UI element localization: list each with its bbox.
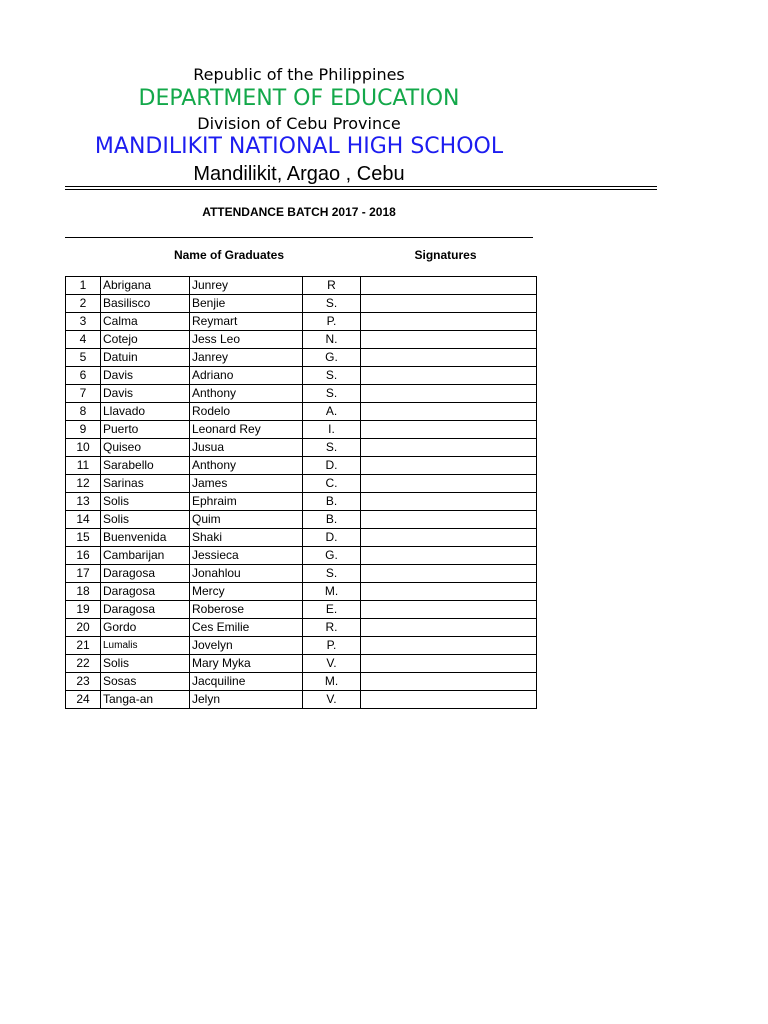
- department-heading: DEPARTMENT OF EDUCATION: [138, 86, 460, 111]
- row-number: 18: [66, 583, 101, 601]
- signature-cell: [361, 601, 537, 619]
- first-name-cell: Janrey: [190, 349, 303, 367]
- last-name-cell: Solis: [101, 511, 190, 529]
- table-row: [66, 547, 537, 565]
- school-name: MANDILIKIT NATIONAL HIGH SCHOOL: [94, 134, 504, 159]
- first-name-cell: Jovelyn: [190, 637, 303, 655]
- republic-heading: Republic of the Philippines: [193, 65, 405, 84]
- signature-cell: [361, 475, 537, 493]
- last-name-cell: Puerto: [101, 421, 190, 439]
- first-name-cell: Quim: [190, 511, 303, 529]
- first-name-cell: Jacquiline: [190, 673, 303, 691]
- table-row: [66, 313, 537, 331]
- middle-initial-cell: E.: [303, 601, 361, 619]
- last-name-cell: Tanga-an: [101, 691, 190, 709]
- last-name-cell: Daragosa: [101, 565, 190, 583]
- middle-initial-cell: G.: [303, 547, 361, 565]
- signature-cell: [361, 529, 537, 547]
- first-name-cell: Jusua: [190, 439, 303, 457]
- table-row: [66, 457, 537, 475]
- signature-cell: [361, 403, 537, 421]
- row-number: 2: [66, 295, 101, 313]
- middle-initial-cell: S.: [303, 295, 361, 313]
- last-name-cell: Sosas: [101, 673, 190, 691]
- last-name-cell: Gordo: [101, 619, 190, 637]
- table-row: [66, 529, 537, 547]
- row-number: 10: [66, 439, 101, 457]
- first-name-cell: Mary Myka: [190, 655, 303, 673]
- column-header-name: Name of Graduates: [173, 248, 285, 262]
- signature-cell: [361, 637, 537, 655]
- table-row: [66, 601, 537, 619]
- row-number: 11: [66, 457, 101, 475]
- middle-initial-cell: P.: [303, 313, 361, 331]
- table-row: [66, 493, 537, 511]
- signature-cell: [361, 295, 537, 313]
- signature-cell: [361, 439, 537, 457]
- first-name-cell: Jonahlou: [190, 565, 303, 583]
- table-row: [66, 619, 537, 637]
- table-row: [66, 295, 537, 313]
- middle-initial-cell: R.: [303, 619, 361, 637]
- table-row: [66, 385, 537, 403]
- middle-initial-cell: C.: [303, 475, 361, 493]
- signature-cell: [361, 583, 537, 601]
- signature-cell: [361, 421, 537, 439]
- row-number: 9: [66, 421, 101, 439]
- first-name-cell: Benjie: [190, 295, 303, 313]
- table-row: [66, 673, 537, 691]
- last-name-cell: Solis: [101, 493, 190, 511]
- last-name-cell: Buenvenida: [101, 529, 190, 547]
- header-divider-bottom: [65, 189, 657, 190]
- signature-cell: [361, 619, 537, 637]
- last-name-cell: Sarinas: [101, 475, 190, 493]
- last-name-cell: Basilisco: [101, 295, 190, 313]
- table-row: [66, 655, 537, 673]
- first-name-cell: Leonard Rey: [190, 421, 303, 439]
- middle-initial-cell: D.: [303, 529, 361, 547]
- middle-initial-cell: A.: [303, 403, 361, 421]
- first-name-cell: Jess Leo: [190, 331, 303, 349]
- table-row: [66, 367, 537, 385]
- row-number: 14: [66, 511, 101, 529]
- table-row: [66, 583, 537, 601]
- middle-initial-cell: V.: [303, 691, 361, 709]
- last-name-cell: Datuin: [101, 349, 190, 367]
- signature-cell: [361, 691, 537, 709]
- middle-initial-cell: P.: [303, 637, 361, 655]
- middle-initial-cell: G.: [303, 349, 361, 367]
- column-header-signatures: Signatures: [414, 248, 477, 262]
- signature-cell: [361, 457, 537, 475]
- row-number: 7: [66, 385, 101, 403]
- table-row: [66, 691, 537, 709]
- middle-initial-cell: S.: [303, 565, 361, 583]
- middle-initial-cell: S.: [303, 439, 361, 457]
- last-name-cell: Cotejo: [101, 331, 190, 349]
- first-name-cell: Rodelo: [190, 403, 303, 421]
- division-heading: Division of Cebu Province: [197, 114, 401, 133]
- last-name-cell: Sarabello: [101, 457, 190, 475]
- first-name-cell: Shaki: [190, 529, 303, 547]
- last-name-cell: Davis: [101, 385, 190, 403]
- last-name-cell: Daragosa: [101, 601, 190, 619]
- middle-initial-cell: N.: [303, 331, 361, 349]
- table-row: [66, 277, 537, 295]
- middle-initial-cell: S.: [303, 385, 361, 403]
- first-name-cell: Ces Emilie: [190, 619, 303, 637]
- first-name-cell: Jessieca: [190, 547, 303, 565]
- row-number: 24: [66, 691, 101, 709]
- row-number: 17: [66, 565, 101, 583]
- row-number: 20: [66, 619, 101, 637]
- row-number: 1: [66, 277, 101, 295]
- signature-cell: [361, 673, 537, 691]
- signature-cell: [361, 565, 537, 583]
- row-number: 21: [66, 637, 101, 655]
- row-number: 5: [66, 349, 101, 367]
- table-row: [66, 565, 537, 583]
- first-name-cell: Junrey: [190, 277, 303, 295]
- signature-cell: [361, 655, 537, 673]
- school-address: Mandilikit, Argao , Cebu: [193, 163, 405, 185]
- first-name-cell: Roberose: [190, 601, 303, 619]
- signature-cell: [361, 277, 537, 295]
- row-number: 22: [66, 655, 101, 673]
- middle-initial-cell: M.: [303, 673, 361, 691]
- first-name-cell: Ephraim: [190, 493, 303, 511]
- table-row: [66, 403, 537, 421]
- signature-cell: [361, 313, 537, 331]
- row-number: 12: [66, 475, 101, 493]
- graduates-table: [65, 276, 537, 709]
- signature-cell: [361, 547, 537, 565]
- first-name-cell: Adriano: [190, 367, 303, 385]
- first-name-cell: Mercy: [190, 583, 303, 601]
- middle-initial-cell: R: [303, 277, 361, 295]
- middle-initial-cell: B.: [303, 493, 361, 511]
- last-name-cell: Cambarijan: [101, 547, 190, 565]
- signature-cell: [361, 331, 537, 349]
- last-name-cell: Davis: [101, 367, 190, 385]
- signature-cell: [361, 385, 537, 403]
- signature-cell: [361, 349, 537, 367]
- middle-initial-cell: M.: [303, 583, 361, 601]
- signature-cell: [361, 367, 537, 385]
- last-name-cell: Calma: [101, 313, 190, 331]
- row-number: 16: [66, 547, 101, 565]
- row-number: 3: [66, 313, 101, 331]
- row-number: 6: [66, 367, 101, 385]
- attendance-title: ATTENDANCE BATCH 2017 - 2018: [202, 205, 396, 219]
- last-name-cell: Llavado: [101, 403, 190, 421]
- middle-initial-cell: B.: [303, 511, 361, 529]
- middle-initial-cell: I.: [303, 421, 361, 439]
- last-name-cell: Solis: [101, 655, 190, 673]
- header-divider-top: [65, 186, 657, 187]
- table-row: [66, 331, 537, 349]
- last-name-cell: Daragosa: [101, 583, 190, 601]
- row-number: 23: [66, 673, 101, 691]
- first-name-cell: Jelyn: [190, 691, 303, 709]
- row-number: 19: [66, 601, 101, 619]
- first-name-cell: Anthony: [190, 457, 303, 475]
- title-divider: [65, 237, 533, 238]
- middle-initial-cell: V.: [303, 655, 361, 673]
- table-row: [66, 349, 537, 367]
- table-row: [66, 475, 537, 493]
- row-number: 13: [66, 493, 101, 511]
- first-name-cell: Reymart: [190, 313, 303, 331]
- last-name-cell: Lumalis: [101, 637, 190, 655]
- row-number: 4: [66, 331, 101, 349]
- table-row: [66, 421, 537, 439]
- row-number: 15: [66, 529, 101, 547]
- table-row: [66, 637, 537, 655]
- signature-cell: [361, 493, 537, 511]
- table-row: [66, 439, 537, 457]
- middle-initial-cell: S.: [303, 367, 361, 385]
- signature-cell: [361, 511, 537, 529]
- first-name-cell: James: [190, 475, 303, 493]
- first-name-cell: Anthony: [190, 385, 303, 403]
- row-number: 8: [66, 403, 101, 421]
- middle-initial-cell: D.: [303, 457, 361, 475]
- table-row: [66, 511, 537, 529]
- last-name-cell: Quiseo: [101, 439, 190, 457]
- last-name-cell: Abrigana: [101, 277, 190, 295]
